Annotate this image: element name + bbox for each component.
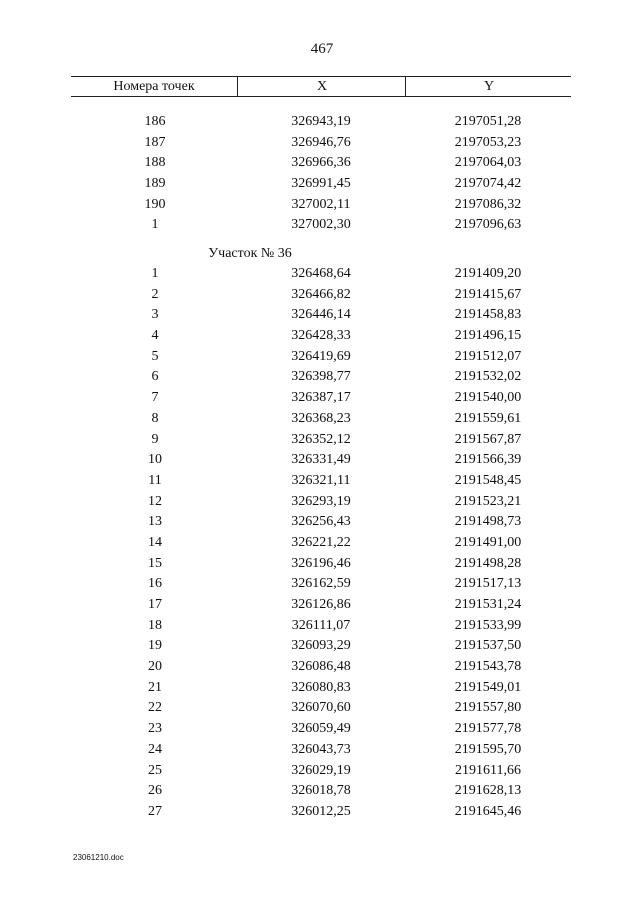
y-coordinate-cell: 2191628,13 <box>454 783 522 799</box>
point-number-cell: 7 <box>151 390 159 406</box>
y-coordinate-cell: 2191531,24 <box>454 597 522 612</box>
table-row <box>71 512 571 533</box>
point-number-cell: 16 <box>148 576 162 592</box>
point-number-cell: 22 <box>148 700 162 716</box>
x-coordinate-cell: 327002,30 <box>291 217 351 233</box>
x-coordinate-cell: 326086,48 <box>291 659 351 675</box>
y-coordinate-cell: 2191645,46 <box>454 803 522 819</box>
point-number-cell: 187 <box>144 134 166 150</box>
x-coordinate-cell: 326029,19 <box>291 762 351 778</box>
table-row <box>71 616 571 637</box>
y-coordinate-cell: 2191549,01 <box>454 679 522 695</box>
point-number-cell: 25 <box>148 762 162 778</box>
y-coordinate-cell: 2191409,20 <box>454 266 522 281</box>
y-coordinate-cell: 2191491,00 <box>454 534 522 550</box>
point-number-cell: 24 <box>148 741 162 757</box>
point-number-cell: 15 <box>148 555 162 571</box>
table-row <box>71 305 571 326</box>
y-coordinate-cell: 2197051,28 <box>454 114 522 129</box>
x-coordinate-cell: 326428,33 <box>291 328 351 344</box>
x-coordinate-cell: 326162,59 <box>291 576 351 592</box>
x-coordinate-cell: 326070,60 <box>291 700 351 716</box>
y-coordinate-cell: 2191577,78 <box>454 721 522 737</box>
y-coordinate-cell: 2191533,99 <box>454 617 522 633</box>
point-number-cell: 2 <box>151 286 159 302</box>
table-header <box>71 76 571 97</box>
y-coordinate-cell: 2191559,61 <box>454 410 522 426</box>
x-coordinate-cell: 326293,19 <box>291 493 351 509</box>
x-coordinate-cell: 326331,49 <box>291 452 351 468</box>
table-row <box>71 492 571 513</box>
x-coordinate-cell: 326966,36 <box>291 155 351 171</box>
section-title: Участок № 36 <box>208 246 292 261</box>
y-coordinate-cell: 2191415,67 <box>454 286 522 302</box>
x-coordinate-cell: 326398,77 <box>291 369 351 385</box>
footer-document-name: 23061210.doc <box>73 853 124 862</box>
column-header-point-number: Номера точек <box>113 79 195 94</box>
point-number-cell: 27 <box>148 803 162 819</box>
table-row <box>71 781 571 802</box>
y-coordinate-cell: 2191498,28 <box>454 555 522 571</box>
x-coordinate-cell: 326256,43 <box>291 514 351 530</box>
y-coordinate-cell: 2191566,39 <box>454 452 522 468</box>
x-coordinate-cell: 326468,64 <box>291 266 351 281</box>
table-row <box>71 740 571 761</box>
table-row <box>71 698 571 719</box>
x-coordinate-cell: 326059,49 <box>291 721 351 737</box>
table-row <box>71 450 571 471</box>
table-row <box>71 112 571 133</box>
table-row <box>71 174 571 195</box>
column-header-y: Y <box>405 77 572 96</box>
y-coordinate-cell: 2191517,13 <box>454 576 522 592</box>
y-coordinate-cell: 2197053,23 <box>454 134 522 150</box>
coordinates-group-previous <box>71 112 571 236</box>
table-row <box>71 285 571 306</box>
point-number-cell: 9 <box>151 431 159 447</box>
x-coordinate-cell: 326018,78 <box>291 783 351 799</box>
point-number-cell: 3 <box>151 307 159 323</box>
table-row <box>71 430 571 451</box>
x-coordinate-cell: 326126,86 <box>291 597 351 612</box>
table-row <box>71 347 571 368</box>
x-coordinate-cell: 326419,69 <box>291 348 351 364</box>
y-coordinate-cell: 2191557,80 <box>454 700 522 716</box>
table-row <box>71 802 571 823</box>
x-coordinate-cell: 326387,17 <box>291 390 351 406</box>
table-row <box>71 554 571 575</box>
point-number-cell: 14 <box>148 534 162 550</box>
y-coordinate-cell: 2197086,32 <box>454 196 522 212</box>
point-number-cell: 21 <box>148 679 162 695</box>
point-number-cell: 19 <box>148 638 162 654</box>
column-header-x: X <box>237 77 406 96</box>
table-row <box>71 409 571 430</box>
table-row <box>71 153 571 174</box>
table-row <box>71 195 571 216</box>
point-number-cell: 26 <box>148 783 162 799</box>
y-coordinate-cell: 2191537,50 <box>454 638 522 654</box>
y-coordinate-cell: 2191611,66 <box>455 762 521 778</box>
x-coordinate-cell: 326093,29 <box>291 638 351 654</box>
y-coordinate-cell: 2197074,42 <box>454 176 522 192</box>
x-coordinate-cell: 326012,25 <box>291 803 351 819</box>
x-coordinate-cell: 326368,23 <box>291 410 351 426</box>
point-number-cell: 8 <box>151 410 159 426</box>
table-row <box>71 533 571 554</box>
point-number-cell: 1 <box>151 266 159 281</box>
table-row <box>71 388 571 409</box>
y-coordinate-cell: 2191498,73 <box>454 514 522 530</box>
y-coordinate-cell: 2191540,00 <box>454 390 522 406</box>
y-coordinate-cell: 2191595,70 <box>454 741 522 757</box>
point-number-cell: 10 <box>148 452 162 468</box>
y-coordinate-cell: 2191548,45 <box>454 472 522 488</box>
point-number-cell: 20 <box>148 659 162 675</box>
y-coordinate-cell: 2191532,02 <box>454 369 522 385</box>
table-row <box>71 326 571 347</box>
point-number-cell: 13 <box>148 514 162 530</box>
y-coordinate-cell: 2191458,83 <box>454 307 522 323</box>
table-row <box>71 215 571 236</box>
y-coordinate-cell: 2191543,78 <box>454 659 522 675</box>
table-row <box>71 133 571 154</box>
x-coordinate-cell: 326321,11 <box>291 472 351 488</box>
point-number-cell: 12 <box>148 493 162 509</box>
y-coordinate-cell: 2191512,07 <box>454 348 522 364</box>
x-coordinate-cell: 326080,83 <box>291 679 351 695</box>
point-number-cell: 4 <box>151 328 159 344</box>
x-coordinate-cell: 326446,14 <box>291 307 351 323</box>
x-coordinate-cell: 326946,76 <box>291 134 351 150</box>
table-row <box>71 471 571 492</box>
x-coordinate-cell: 326466,82 <box>291 286 351 302</box>
x-coordinate-cell: 326352,12 <box>291 431 351 447</box>
table-row <box>71 678 571 699</box>
y-coordinate-cell: 2197096,63 <box>454 217 522 233</box>
table-row <box>71 574 571 595</box>
point-number-cell: 5 <box>151 348 159 364</box>
point-number-cell: 189 <box>144 176 166 192</box>
y-coordinate-cell: 2191496,15 <box>454 328 522 344</box>
point-number-cell: 186 <box>144 114 166 129</box>
x-coordinate-cell: 326043,73 <box>291 741 351 757</box>
table-row <box>71 595 571 616</box>
table-row <box>71 657 571 678</box>
table-row <box>71 761 571 782</box>
x-coordinate-cell: 326221,22 <box>291 534 351 550</box>
x-coordinate-cell: 326196,46 <box>291 555 351 571</box>
table-row <box>71 636 571 657</box>
table-row <box>71 367 571 388</box>
y-coordinate-cell: 2191567,87 <box>454 431 522 447</box>
table-row <box>71 719 571 740</box>
point-number-cell: 1 <box>151 217 159 233</box>
coordinates-group-section-36 <box>71 264 571 823</box>
point-number-cell: 23 <box>148 721 162 737</box>
x-coordinate-cell: 326111,07 <box>291 617 351 633</box>
point-number-cell: 18 <box>148 617 162 633</box>
y-coordinate-cell: 2191523,21 <box>454 493 522 509</box>
x-coordinate-cell: 326943,19 <box>291 114 351 129</box>
point-number-cell: 188 <box>144 155 166 171</box>
x-coordinate-cell: 327002,11 <box>291 196 351 212</box>
point-number-cell: 11 <box>148 472 162 488</box>
y-coordinate-cell: 2197064,03 <box>454 155 522 171</box>
table-row <box>71 264 571 285</box>
point-number-cell: 17 <box>148 597 162 612</box>
point-number-cell: 190 <box>144 196 166 212</box>
x-coordinate-cell: 326991,45 <box>291 176 351 192</box>
page-number: 467 <box>310 41 334 57</box>
point-number-cell: 6 <box>151 369 159 385</box>
